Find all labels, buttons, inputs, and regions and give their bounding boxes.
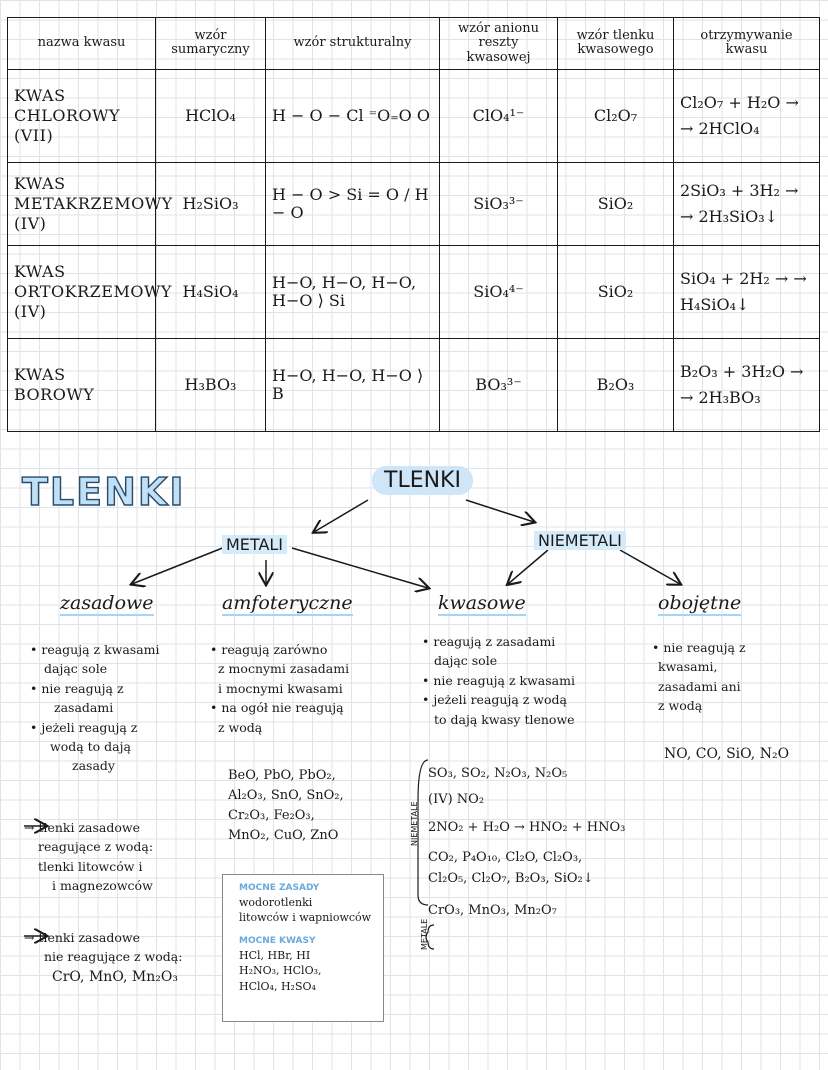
obojetne-desc bbox=[652, 638, 802, 716]
acid-anion: BO₃³⁻ bbox=[440, 338, 558, 431]
acid-structure: H−O, H−O, H−O, H−O ⟩ Si bbox=[266, 245, 440, 338]
desc-line: • na ogół nie reagują bbox=[210, 700, 344, 716]
box-text-bases-2: litowców i wapniowców bbox=[239, 911, 372, 925]
table-row bbox=[8, 69, 820, 162]
box-text-acids-2: H₂NO₃, HClO₃, bbox=[239, 964, 322, 978]
header-production: otrzymywanie kwasu bbox=[674, 18, 820, 70]
zasadowe-note1 bbox=[24, 818, 204, 896]
desc-line: • jeżeli reagują z wodą bbox=[422, 692, 567, 708]
arrow-niemetale-obojetne bbox=[620, 550, 680, 584]
header-anion: wzór anionu reszty kwasowej bbox=[440, 18, 558, 70]
box-text-acids-1: HCl, HBr, HI bbox=[239, 948, 311, 962]
brace-niemetale bbox=[418, 760, 428, 905]
arrow-metale-kwasowe bbox=[292, 548, 428, 588]
zasadowe-note2 bbox=[24, 928, 214, 988]
zasadowe-desc bbox=[30, 640, 200, 776]
table-header-row bbox=[8, 18, 820, 70]
category-amfoteryczne: amfoteryczne bbox=[222, 592, 353, 614]
desc-line: dając sole bbox=[44, 661, 108, 677]
obojetne-examples: NO, CO, SiO, N₂O bbox=[664, 746, 790, 762]
desc-line: i mocnymi kwasami bbox=[218, 680, 343, 696]
amfoteryczne-examples bbox=[228, 766, 388, 847]
acid-production: 2SiO₃ + 3H₂ → → 2H₃SiO₃↓ bbox=[674, 162, 820, 245]
table-row bbox=[8, 162, 820, 245]
desc-line: • reagują zarówno bbox=[210, 642, 328, 657]
node-niemetale: NIEMETALI bbox=[534, 531, 626, 550]
acid-oxide: B₂O₃ bbox=[558, 338, 674, 431]
desc-line: • nie reagują z bbox=[30, 680, 124, 696]
note-line: i magnezowców bbox=[52, 878, 153, 894]
category-kwasowe: kwasowe bbox=[438, 592, 526, 614]
desc-line: to dają kwasy tlenowe bbox=[434, 711, 575, 727]
desc-line: • reagują z zasadami bbox=[422, 634, 556, 649]
desc-line: z mocnymi zasadami bbox=[218, 661, 350, 677]
note-line: tlenki litowców i bbox=[38, 858, 143, 874]
acids-table bbox=[7, 17, 820, 432]
category-obojetne: obojętne bbox=[658, 592, 742, 614]
arrow-niemetale-kwasowe bbox=[508, 550, 548, 584]
desc-line: z wodą bbox=[658, 698, 703, 714]
acid-summary: H₃BO₃ bbox=[156, 338, 266, 431]
example-line: (IV) NO₂ bbox=[428, 792, 485, 808]
kwasowe-examples bbox=[428, 764, 638, 921]
acid-anion: SiO₃³⁻ bbox=[440, 162, 558, 245]
section-title: TLENKI bbox=[22, 470, 186, 514]
acid-production: B₂O₃ + 3H₂O → → 2H₃BO₃ bbox=[674, 338, 820, 431]
side-label-niemetale: NIEMETALE bbox=[410, 801, 419, 846]
acid-structure: H − O > Si = O / H − O bbox=[266, 162, 440, 245]
acid-name: KWAS BOROWY bbox=[8, 338, 156, 431]
acid-structure: H − O − Cl ⁼O₌O O bbox=[266, 69, 440, 162]
desc-line: • nie reagują z kwasami bbox=[422, 672, 575, 688]
note-line: CrO, MnO, Mn₂O₃ bbox=[52, 968, 178, 985]
arrow-metale-zasadowe bbox=[132, 547, 225, 584]
acid-name: KWAS CHLOROWY (VII) bbox=[8, 69, 156, 162]
desc-line: dając sole bbox=[434, 653, 498, 669]
example-line: Cl₂O₅, Cl₂O₇, B₂O₃, SiO₂↓ bbox=[428, 870, 594, 886]
arrow-root-niemetale bbox=[466, 500, 534, 522]
table-row bbox=[8, 245, 820, 338]
acid-summary: H₄SiO₄ bbox=[156, 245, 266, 338]
acid-name: KWAS METAKRZEMOWY (IV) bbox=[8, 162, 156, 245]
acid-name: KWAS ORTOKRZEMOWY (IV) bbox=[8, 245, 156, 338]
example-line: BeO, PbO, PbO₂, bbox=[228, 768, 336, 783]
example-line: Al₂O₃, SnO, SnO₂, bbox=[228, 788, 344, 804]
node-metale: METALI bbox=[222, 535, 287, 554]
note-line: → tlenki zasadowe bbox=[24, 820, 140, 835]
header-oxide: wzór tlenku kwasowego bbox=[558, 18, 674, 70]
acid-anion: SiO₄⁴⁻ bbox=[440, 245, 558, 338]
desc-line: kwasami, bbox=[658, 659, 718, 675]
acid-summary: HClO₄ bbox=[156, 69, 266, 162]
note-line: reagujące z wodą: bbox=[38, 839, 154, 855]
box-label-acids: MOCNE KWASY bbox=[239, 935, 316, 946]
example-line: CrO₃, MnO₃, Mn₂O₇ bbox=[428, 902, 557, 918]
header-name: nazwa kwasu bbox=[8, 18, 156, 70]
desc-line: zasadami bbox=[54, 700, 114, 716]
amfoteryczne-desc bbox=[210, 640, 390, 737]
desc-line: • jeżeli reagują z bbox=[30, 719, 138, 735]
desc-line: z wodą bbox=[218, 719, 263, 735]
box-text-acids-3: HClO₄, H₂SO₄ bbox=[239, 979, 316, 993]
acid-anion: ClO₄¹⁻ bbox=[440, 69, 558, 162]
box-label-bases: MOCNE ZASADY bbox=[239, 883, 320, 893]
desc-line: zasadami ani bbox=[658, 678, 741, 694]
arrow-root-metale bbox=[314, 500, 368, 532]
diagram-root: TLENKI bbox=[372, 466, 473, 495]
acid-production: SiO₄ + 2H₂ → → H₄SiO₄↓ bbox=[674, 245, 820, 338]
acid-oxide: Cl₂O₇ bbox=[558, 69, 674, 162]
acid-production: Cl₂O₇ + H₂O → → 2HClO₄ bbox=[674, 69, 820, 162]
example-line: 2NO₂ + H₂O → HNO₂ + HNO₃ bbox=[428, 820, 626, 836]
acid-oxide: SiO₂ bbox=[558, 162, 674, 245]
example-line: CO₂, P₄O₁₀, Cl₂O, Cl₂O₃, bbox=[428, 850, 583, 866]
kwasowe-desc bbox=[422, 632, 622, 729]
header-summary: wzór sumaryczny bbox=[156, 18, 266, 70]
desc-line: • nie reagują z bbox=[652, 640, 746, 655]
example-line: SO₃, SO₂, N₂O₃, N₂O₅ bbox=[428, 766, 568, 781]
category-zasadowe: zasadowe bbox=[60, 592, 154, 614]
desc-line: wodą to dają bbox=[50, 738, 131, 754]
acid-structure: H−O, H−O, H−O ⟩ B bbox=[266, 338, 440, 431]
table-row bbox=[8, 338, 820, 431]
note-line: → tlenki zasadowe bbox=[24, 930, 140, 945]
acid-oxide: SiO₂ bbox=[558, 245, 674, 338]
note-line: nie reagujące z wodą: bbox=[44, 949, 183, 965]
side-label-metale: METALE bbox=[420, 918, 429, 950]
box-text-bases-1: wodorotlenki bbox=[239, 896, 313, 909]
example-line: MnO₂, CuO, ZnO bbox=[228, 828, 339, 844]
desc-line: zasady bbox=[72, 758, 115, 774]
example-line: Cr₂O₃, Fe₂O₃, bbox=[228, 808, 315, 824]
strong-acids-bases-box bbox=[222, 874, 384, 1022]
header-structure: wzór strukturalny bbox=[266, 18, 440, 70]
acid-summary: H₂SiO₃ bbox=[156, 162, 266, 245]
desc-line: • reagują z kwasami bbox=[30, 642, 160, 657]
